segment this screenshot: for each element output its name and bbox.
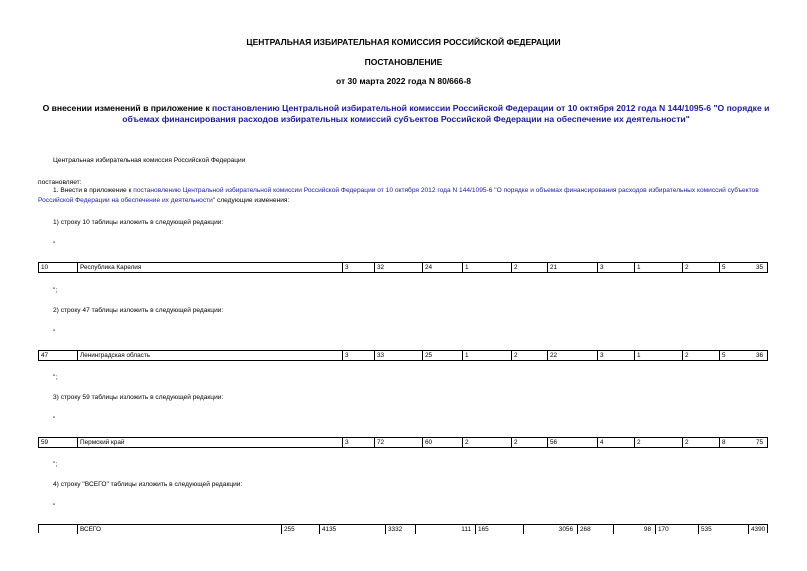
cell-value: 3332 — [385, 525, 415, 534]
item-1-paragraph — [38, 186, 769, 205]
cell-value: 3 — [342, 263, 374, 272]
item-1-prefix: 1. Внести в приложение к — [53, 187, 134, 194]
cell-number — [39, 525, 77, 534]
table-row-47 — [38, 350, 768, 361]
open-quote-2: " — [53, 329, 56, 336]
cell-edge — [768, 263, 769, 272]
cell-value: 5 — [719, 263, 768, 272]
cell-number: 47 — [41, 352, 49, 359]
cell-value: 1 — [634, 263, 682, 272]
resolves-text: постановляет: — [38, 179, 82, 186]
cell-value: 2 — [462, 438, 511, 447]
cell-value: 255 — [281, 525, 319, 534]
cell-number: 59 — [41, 439, 49, 446]
cell-value: 21 — [547, 263, 597, 272]
close-quote-2: "; — [53, 374, 58, 381]
subitem-3-text: 3) строку 59 таблицы изложить в следующей редакции: — [53, 394, 224, 401]
cell-value: 2 — [511, 438, 547, 447]
close-quote-1: "; — [53, 287, 58, 294]
document-subject — [36, 103, 776, 125]
item-1-suffix: следующие изменения: — [215, 196, 290, 204]
open-quote-1: " — [53, 241, 56, 248]
cell-value: 2 — [682, 438, 719, 447]
cell-value: 4 — [597, 438, 634, 447]
cell-region: Ленинградская область — [77, 351, 342, 360]
cell-value: 4390 — [748, 525, 768, 534]
cell-value: 5 — [719, 351, 768, 360]
subitem-2-text: 2) строку 47 таблицы изложить в следующей редакции: — [53, 307, 224, 314]
table-row-10 — [38, 262, 768, 273]
open-quote-4: " — [53, 503, 56, 510]
cell-value: 25 — [422, 351, 462, 360]
intro-text: Центральная избирательная комиссия Российской Федерации — [53, 157, 246, 164]
row-47-total: 36 — [756, 352, 764, 359]
cell-value: 22 — [547, 351, 597, 360]
subject-resolution-link[interactable]: постановлению Центральной избирательной комиссии Российской Федерации от 10 октября 2012 года N 144/1095-6 "О порядке и объемах финансирования расходов избирательных комиссий субъектов Российской Федерации на обеспечение их деятельности" — [122, 103, 770, 124]
cell-value: 24 — [422, 263, 462, 272]
cell-value: 165 — [475, 525, 523, 534]
table-row-59 — [38, 437, 768, 448]
subject-prefix: О внесении изменений в приложение к — [42, 103, 213, 113]
cell-value: 2 — [634, 438, 682, 447]
cell-value: 33 — [374, 351, 422, 360]
cell-value: 1 — [462, 263, 511, 272]
cell-value: 98 — [613, 525, 655, 534]
cell-value: 2 — [511, 263, 547, 272]
cell-value: 32 — [374, 263, 422, 272]
cell-number: 10 — [41, 264, 49, 271]
cell-value: 1 — [462, 351, 511, 360]
cell-value: 72 — [374, 438, 422, 447]
cell-value: 535 — [698, 525, 748, 534]
cell-value: 2 — [682, 351, 719, 360]
cell-value: 2 — [682, 263, 719, 272]
cell-value: 268 — [577, 525, 613, 534]
cell-value: 8 — [719, 438, 768, 447]
close-quote-3: "; — [53, 461, 58, 468]
cell-value: 111 — [415, 525, 475, 534]
cell-region: Республика Карелия — [77, 263, 342, 272]
cell-value: 56 — [547, 438, 597, 447]
document-type-heading: ПОСТАНОВЛЕНИЕ — [364, 57, 443, 67]
cell-value: 3 — [597, 263, 634, 272]
cell-region: Пермский край — [77, 438, 342, 447]
date-number-heading: от 30 марта 2022 года N 80/666-8 — [336, 76, 471, 86]
item-1-resolution-link[interactable]: постановлению Центральной избирательной комиссии Российской Федерации от 10 октября 2012 года N 144/1095-6 "О порядке и объемах финансирования расходов избирательных комиссий субъектов Российской Федерации на обеспечение их деятельности" — [38, 187, 759, 204]
cell-value: 60 — [422, 438, 462, 447]
subitem-4-text: 4) строку "ВСЕГО" таблицы изложить в следующей редакции: — [53, 481, 243, 488]
row-10-total: 35 — [756, 264, 764, 271]
cell-value: 3 — [342, 438, 374, 447]
cell-region: ВСЕГО — [77, 525, 281, 534]
cell-value: 170 — [655, 525, 698, 534]
open-quote-3: " — [53, 416, 56, 423]
cell-value: 3056 — [523, 525, 577, 534]
cell-value: 3 — [342, 351, 374, 360]
cell-value: 3 — [597, 351, 634, 360]
cell-value: 1 — [634, 351, 682, 360]
cell-value: 2 — [511, 351, 547, 360]
table-row-total — [38, 524, 768, 533]
subitem-1-text: 1) строку 10 таблицы изложить в следующей редакции: — [53, 219, 224, 226]
commission-heading: ЦЕНТРАЛЬНАЯ ИЗБИРАТЕЛЬНАЯ КОМИССИЯ РОССИЙСКОЙ ФЕДЕРАЦИИ — [246, 37, 561, 47]
cell-value: 4135 — [319, 525, 385, 534]
row-59-total: 75 — [756, 439, 764, 446]
